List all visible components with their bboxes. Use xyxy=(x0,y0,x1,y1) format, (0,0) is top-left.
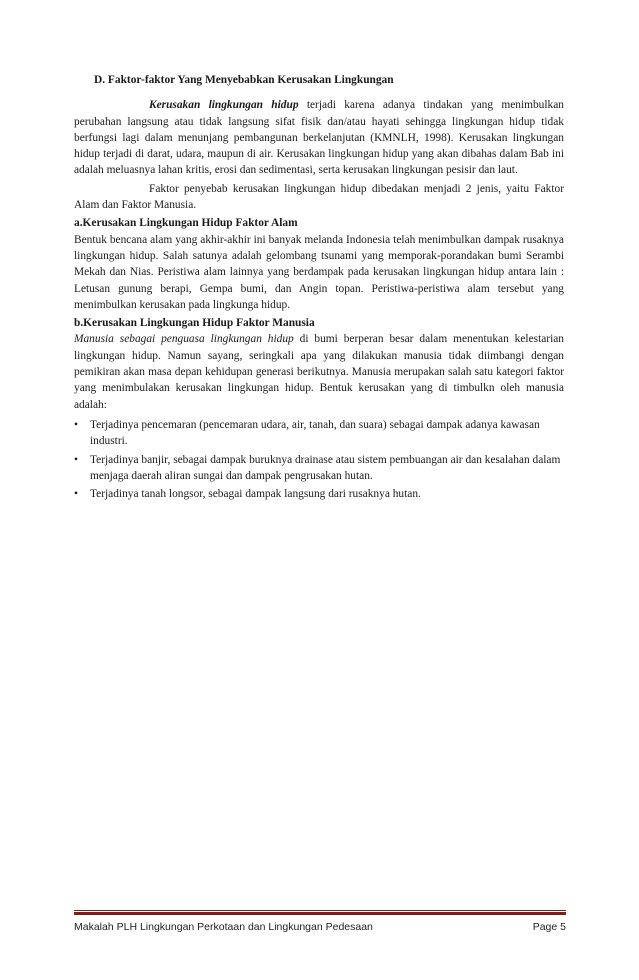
section-a-body: Bentuk bencana alam yang akhir-akhir ini banyak melanda Indonesia telah menimbulkan dampak rusaknya lingkungan hidup. Salah satunya adalah gelombang tsunami yang memporak-porandakan bumi Serambi Mekah dan Nias. Peristiwa alam lainnya yang berdampak pada kerusakan lingkungan hidup antara lain : Letusan gunung berapi, Gempa bumi, dan Angin topan. Peristiwa-peristiwa alam tersebut yang menimbulkan kerusakan pada lingkunga hidup. xyxy=(74,233,564,311)
footer-text-row xyxy=(74,921,566,933)
bullet-icon: • xyxy=(74,453,78,466)
page-content xyxy=(74,72,564,504)
section-b-body xyxy=(74,331,564,412)
list-item-text: Terjadinya pencemaran (pencemaran udara, air, tanah, dan suara) sebagai dampak adanya kawasan industri. xyxy=(90,418,540,448)
section-a-heading: a.Kerusakan Lingkungan Hidup Faktor Alam xyxy=(74,217,298,230)
list-item-text: Terjadinya banjir, sebagai dampak buruknya drainase atau sistem pembuangan air dan kesalahan dalam menjaga daerah aliran sungai dan dampak pengrusakan hutan. xyxy=(90,453,561,482)
damage-bullet-list xyxy=(74,417,564,502)
list-item xyxy=(74,486,564,502)
list-item xyxy=(74,417,564,450)
page-number: Page 5 xyxy=(532,921,566,933)
footer-title: Makalah PLH Lingkungan Perkotaan dan Lingkungan Pedesaan xyxy=(74,921,373,933)
section-d-paragraph-2: Faktor penyebab kerusakan lingkungan hidup dibedakan menjadi 2 jenis, yaitu Faktor Alam dan Faktor Manusia. xyxy=(74,182,564,212)
section-b-body-text: di bumi berperan besar dalam menentukan kelestarian lingkungan hidup. Namun sayang, seringkali apa yang dilakukan manusia tidak diimbangi dengan pemikiran akan masa depan kehidupan generasi berikutnya. Manusia merupakan salah satu kategori faktor yang menimbulakan kerusakan lingkungan hidup. Bentuk kerusakan yang di timbulkn oleh manusia adalah: xyxy=(74,333,564,411)
section-b-heading: b.Kerusakan Lingkungan Hidup Faktor Manusia xyxy=(74,317,315,330)
footer-rule-thin xyxy=(74,910,566,911)
section-d-paragraph-1 xyxy=(74,97,564,178)
section-d-paragraph-1-text: terjadi karena adanya tindakan yang menimbulkan perubahan langsung atau tidak langsung sifat fisik dan/atau hayati sehingga lingkungan hidup tidak berfungsi lagi dalam menunjang pembangunan berkelanjutan (KMNLH, 1998). Kerusakan lingkungan hidup terjadi di darat, udara, maupun di air. Kerusakan lingkungan hidup yang akan dibahas dalam Bab ini adalah meluasnya lahan kritis, erosi dan sedimentasi, serta kerusakan lingkungan pesisir dan laut. xyxy=(74,99,564,177)
page-footer xyxy=(74,910,566,933)
section-d-heading: D. Faktor-faktor Yang Menyebabkan Kerusakan Lingkungan xyxy=(94,74,394,86)
bullet-icon: • xyxy=(74,488,78,501)
term-manusia-penguasa: Manusia sebagai penguasa lingkungan hidup xyxy=(74,333,294,346)
footer-rule-thick xyxy=(74,912,566,915)
bullet-icon: • xyxy=(74,418,78,431)
list-item xyxy=(74,452,564,485)
list-item-text: Terjadinya tanah longsor, sebagai dampak langsung dari rusaknya hutan. xyxy=(90,488,421,501)
term-kerusakan-lingkungan-hidup: Kerusakan lingkungan hidup xyxy=(149,99,299,112)
